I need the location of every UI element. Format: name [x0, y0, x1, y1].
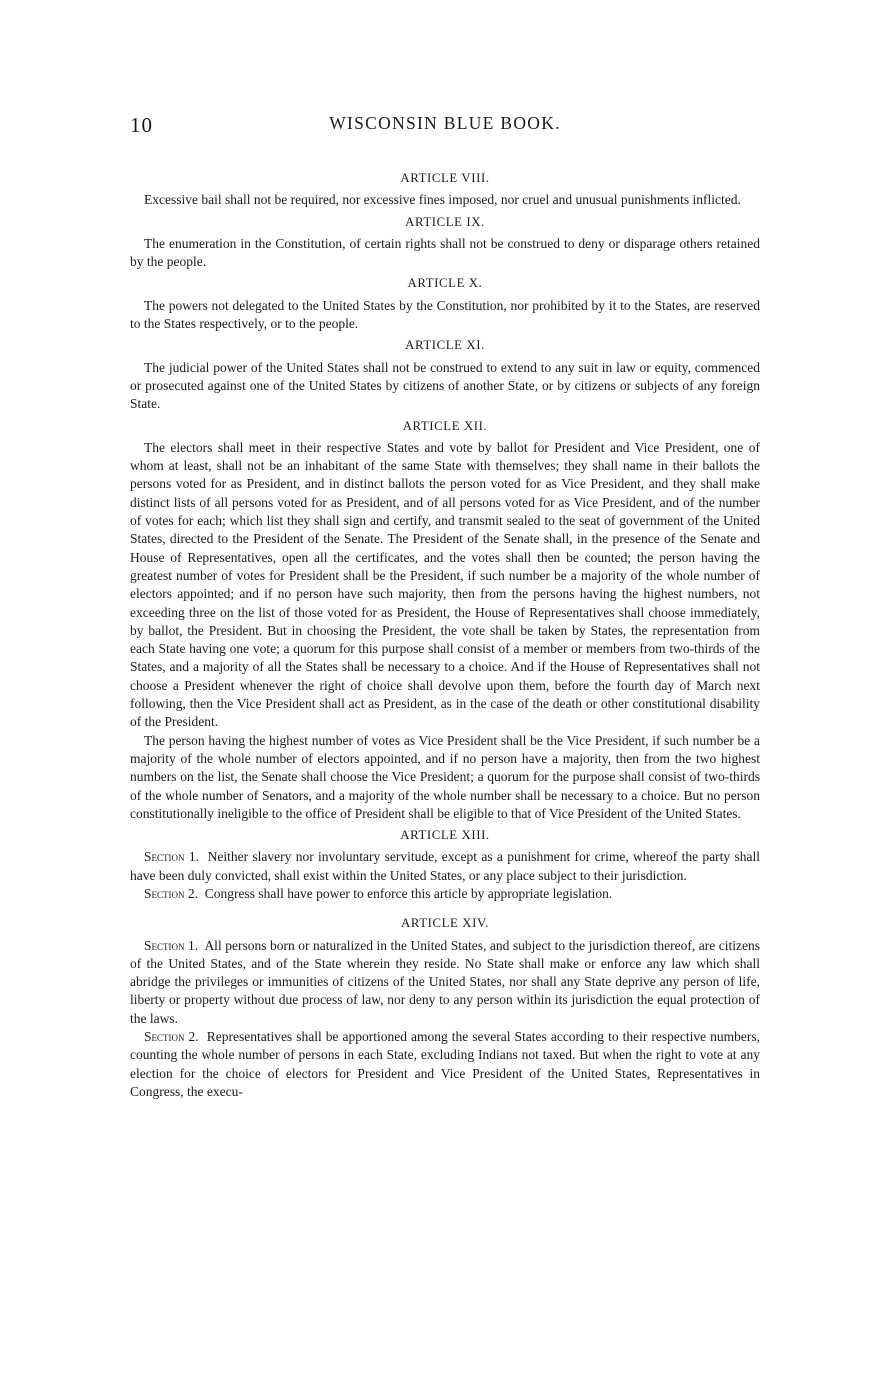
paragraph-text: The judicial power of the United States shall not be construed to extend to any suit in law or equity, commenced or prosecuted against one of the United States by citizens of another State, or by citizens or subjects of any foreign State. [130, 359, 760, 412]
article-heading: ARTICLE XIII. [400, 828, 490, 843]
paragraph-text: The electors shall meet in their respective States and vote by ballot for President and Vice President, one of whom at least, shall not be an inhabitant of the same State with themselves; they shall name in their ballots the persons voted for as President, and in distinct ballots the person voted for as Vice President, and they shall make distinct lists of all persons voted for as President, and of all persons voted for as Vice President, and of the number of votes for each; which list they shall sign and certify, and transmit sealed to the seat of government of the United States, directed to the President of the Senate. The President of the Senate shall, in the presence of the Senate and House of Representatives, open all the certificates, and the votes shall then be counted; the person having the greatest number of votes for President shall be the President, if such number be a majority of the whole number of electors appointed; and if no person have such majority, then from the persons having the highest numbers, not exceeding three on the list of those voted for as President, the House of Representatives shall choose immediately, by ballot, the President. But in choosing the President, the vote shall be taken by States, the representation from each State having one vote; a quorum for this purpose shall consist of a member or members from two-thirds of the States, and a majority of all the States shall be necessary to a choice. And if the House of Representatives shall not choose a President whenever the right of choice shall devolve upon them, before the fourth day of March next following, then the Vice President shall act as President, as in the case of the death or other constitutional disability of the President. [130, 439, 760, 730]
section-label: Section 2. [144, 1029, 199, 1045]
running-header [130, 113, 760, 141]
paragraph-text: Representatives shall be apportioned among the several States according to their respective numbers, counting the whole number of persons in each State, excluding Indians not taxed. But when the right to vote at any election for the choice of electors for President and Vice President of the United States, Representatives in Congress, the execu- [130, 1029, 760, 1099]
paragraph-text: Congress shall have power to enforce this article by appropriate legislation. [204, 885, 613, 901]
section-paragraph [130, 885, 760, 903]
section-label: Section 2. [144, 885, 199, 901]
section-label: Section 1. [144, 849, 199, 865]
section-label: Section 1. [144, 937, 199, 953]
paragraph-text: The enumeration in the Constitution, of certain rights shall not be construed to deny or disparage others retained by the people. [130, 235, 760, 270]
paragraph-text: The powers not delegated to the United States by the Constitution, nor prohibited by it to the States, are reserved to the States respectively, or to the people. [130, 297, 760, 332]
paragraph-text: The person having the highest number of votes as Vice President shall be the Vice President, if such number be a majority of the whole number of electors appointed, and if no person have a majority, then from the two highest numbers on the list, the Senate shall choose the Vice President; a quorum for the purpose shall consist of two-thirds of the whole number of Senators, and a majority of the whole number shall be necessary to a choice. But no person constitutionally ineligible to the office of President shall be eligible to that of Vice President of the United States. [130, 732, 760, 821]
article-xiv [130, 914, 760, 1101]
section-paragraph [130, 937, 760, 1028]
article-heading: ARTICLE XI. [405, 338, 485, 353]
article-paragraph [130, 235, 760, 272]
article-xiii [130, 826, 760, 903]
article-paragraph [130, 297, 760, 334]
paragraph-text: Excessive bail shall not be required, nor excessive fines imposed, nor cruel and unusual punishments inflicted. [144, 192, 741, 208]
article-x [130, 274, 760, 333]
article-heading: ARTICLE X. [407, 276, 483, 291]
paragraph-text: Neither slavery nor involuntary servitude, except as a punishment for crime, whereof the party shall have been duly convicted, shall exist within the United States, or any place subject to their jurisdiction. [130, 849, 760, 883]
section-paragraph [130, 848, 760, 885]
article-viii [130, 169, 760, 210]
spacer [130, 903, 760, 911]
page-number: 10 [130, 113, 153, 137]
book-title: WISCONSIN BLUE BOOK. [329, 113, 561, 133]
article-ix [130, 213, 760, 272]
section-paragraph [130, 1028, 760, 1101]
article-heading: ARTICLE IX. [405, 214, 485, 229]
article-xii [130, 417, 760, 824]
article-paragraph [130, 359, 760, 414]
article-xi [130, 336, 760, 413]
article-heading: ARTICLE VIII. [400, 171, 490, 185]
article-heading: ARTICLE XII. [402, 418, 488, 433]
article-paragraph [130, 439, 760, 732]
article-heading: ARTICLE XIV. [401, 916, 489, 931]
article-paragraph [130, 732, 760, 823]
article-paragraph [130, 191, 760, 209]
body-text [130, 166, 760, 1101]
paragraph-text: All persons born or naturalized in the United States, and subject to the jurisdiction thereof, are citizens of the United States, and of the State wherein they reside. No State shall make or enforce any law which shall abridge the privileges or immunities of citizens of the United States, nor shall any State deprive any person of life, liberty or property without due process of law, nor deny to any person within its jurisdiction the equal protection of the laws. [130, 937, 760, 1026]
